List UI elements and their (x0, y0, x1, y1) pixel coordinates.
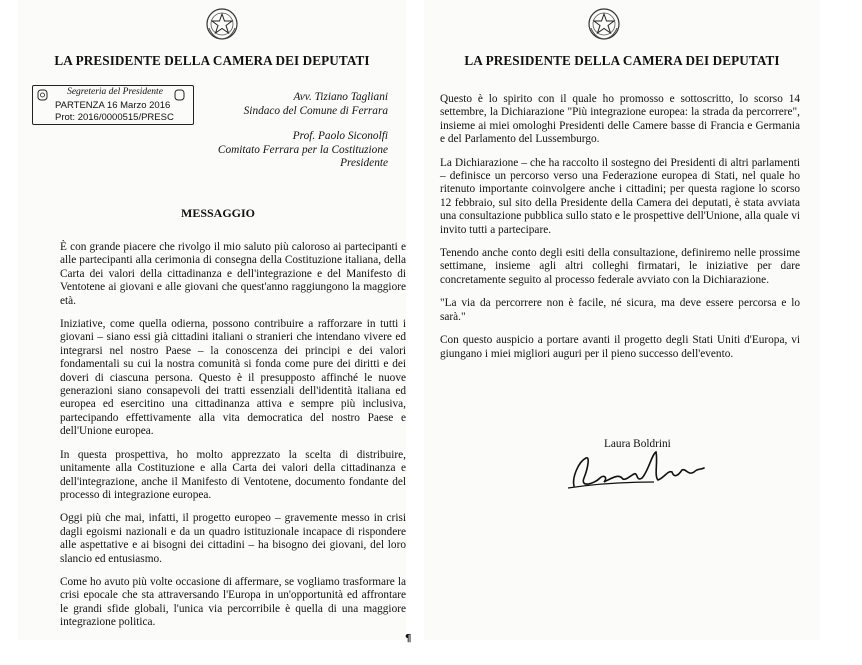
letter-page-1 (18, 0, 406, 640)
protocol-stamp (32, 85, 194, 125)
paragraph: Questo è lo spirito con il quale ho promosso e sottoscritto, lo scorso 14 settembre, la Dichiarazione "Più integrazione europea: la strada da percorrere", insieme ai miei omologhi Presidenti delle Camere basse di Francia e Germania e del Parlamento del Lussemburgo. (440, 93, 800, 146)
recipient-committee (218, 130, 388, 171)
recipient-committee-role: Comitato Ferrara per la Costituzione (217, 143, 388, 156)
paragraph: La Dichiarazione – che ha raccolto il sostegno dei Presidenti di altri parlamenti – definisce un percorso verso una Federazione europea di Stati, nel quale ho ritenuto importante coinvolgere anche i cittadini; per questa ragione lo scorso 12 febbraio, sul sito della Presidente della Camera dei deputati, è stata avviata una consultazione pubblica sullo stato e le prospettive dell'Unione, alla quale vi invito tutti a partecipare. (440, 156, 800, 236)
pilcrow-mark: ¶ (405, 633, 412, 644)
signature-name: Laura Boldrini (604, 438, 671, 450)
stamp-protocol: Prot: 2016/0000515/PRESC (55, 112, 174, 123)
paragraph: Iniziative, come quella odierna, possono contribuire a rafforzare in tutti i giovani – siano essi già cittadini italiani o stranieri che intendano vivere ed integrarsi nel nostro Paese – la conoscenza dei principi e dei valori fondamentali su cui la nostra comunità si fonda come pure dei diritti e dei doveri di ciascuna persona. Questo è il presupposto affinché le nuove generazioni siano consapevoli dei tratti essenziali dell'identità italiana ed europea ed esercitino una cittadinanza attiva e sempre più inclusiva, partecipando effettivamente alla vita democratica del nostro Paese e dell'Unione europea. (60, 318, 406, 438)
paragraph: È con grande piacere che rivolgo il mio saluto più caloroso ai partecipanti e alle partecipanti alla cerimonia di consegna della Costituzione italiana, della Carta dei valori della cittadinanza e dell'integrazione e del Manifesto di Ventotene ai giovani e alle giovani che quest'anno raggiungono la maggiore età. (60, 241, 406, 307)
paragraph: In questa prospettiva, ho molto apprezzato la scelta di distribuire, unitamente alla Costituzione e alla Carta dei valori della cittadinanza e dell'integrazione, anche il Manifesto di Ventotene, documento fondante del processo di integrazione europea. (60, 448, 406, 501)
bleed-through-text (248, 176, 398, 224)
letter-page-2 (424, 0, 820, 640)
paragraph: Tenendo anche conto degli esiti della consultazione, definiremo nelle prossime settimane, insieme agli altri colleghi firmatari, le iniziative per dare concretamente seguito al processo federale avviato con la Dichiarazione. (440, 247, 800, 286)
stamp-departure: PARTENZA 16 Marzo 2016 (55, 100, 171, 111)
handwritten-signature-icon (564, 448, 714, 492)
message-body-right (440, 93, 800, 371)
recipient-mayor-name: Avv. Tiziano Tagliani (293, 91, 388, 103)
recipient-mayor (244, 91, 388, 118)
recipient-committee-title: Presidente (340, 157, 388, 169)
italian-emblem-icon (204, 6, 240, 42)
recipient-mayor-role: Sindaco del Comune di Ferrara (243, 104, 388, 117)
message-body-left (60, 241, 406, 640)
italian-emblem-icon (586, 6, 622, 42)
recipient-committee-name: Prof. Paolo Siconolfi (292, 130, 388, 142)
paragraph: Oggi più che mai, infatti, il progetto europeo – gravemente messo in crisi dagli egoismi nazionali e da un quadro istituzionale incapace di rispondere alle aspettative e ai bisogni dei cittadini – ha bisogno dei giovani, del loro slancio ed entusiasmo. (60, 512, 406, 565)
stamp-seal-right-icon (174, 89, 185, 101)
letter-heading: LA PRESIDENTE DELLA CAMERA DEI DEPUTATI (464, 53, 780, 68)
message-title: MESSAGGIO (181, 206, 256, 220)
paragraph: Come ho avuto più volte occasione di affermare, se vogliamo trasformare la crisi epocale che sta attraversando l'Europa in un'opportunità ed affrontare le grandi sfide globali, l'unica via percorribile è quella di una maggiore integrazione politica. (60, 575, 406, 629)
stamp-seal-icon (37, 89, 48, 101)
letter-heading: LA PRESIDENTE DELLA CAMERA DEI DEPUTATI (54, 53, 370, 68)
stamp-office: Segreteria del Presidente (67, 87, 163, 97)
paragraph: Con questo auspicio a portare avanti il progetto degli Stati Uniti d'Europa, vi giungano i miei migliori auguri per il pieno successo dell'evento. (440, 334, 800, 360)
paragraph: "La via da percorrere non è facile, né sicura, ma deve essere percorsa e lo sarà." (440, 297, 800, 323)
